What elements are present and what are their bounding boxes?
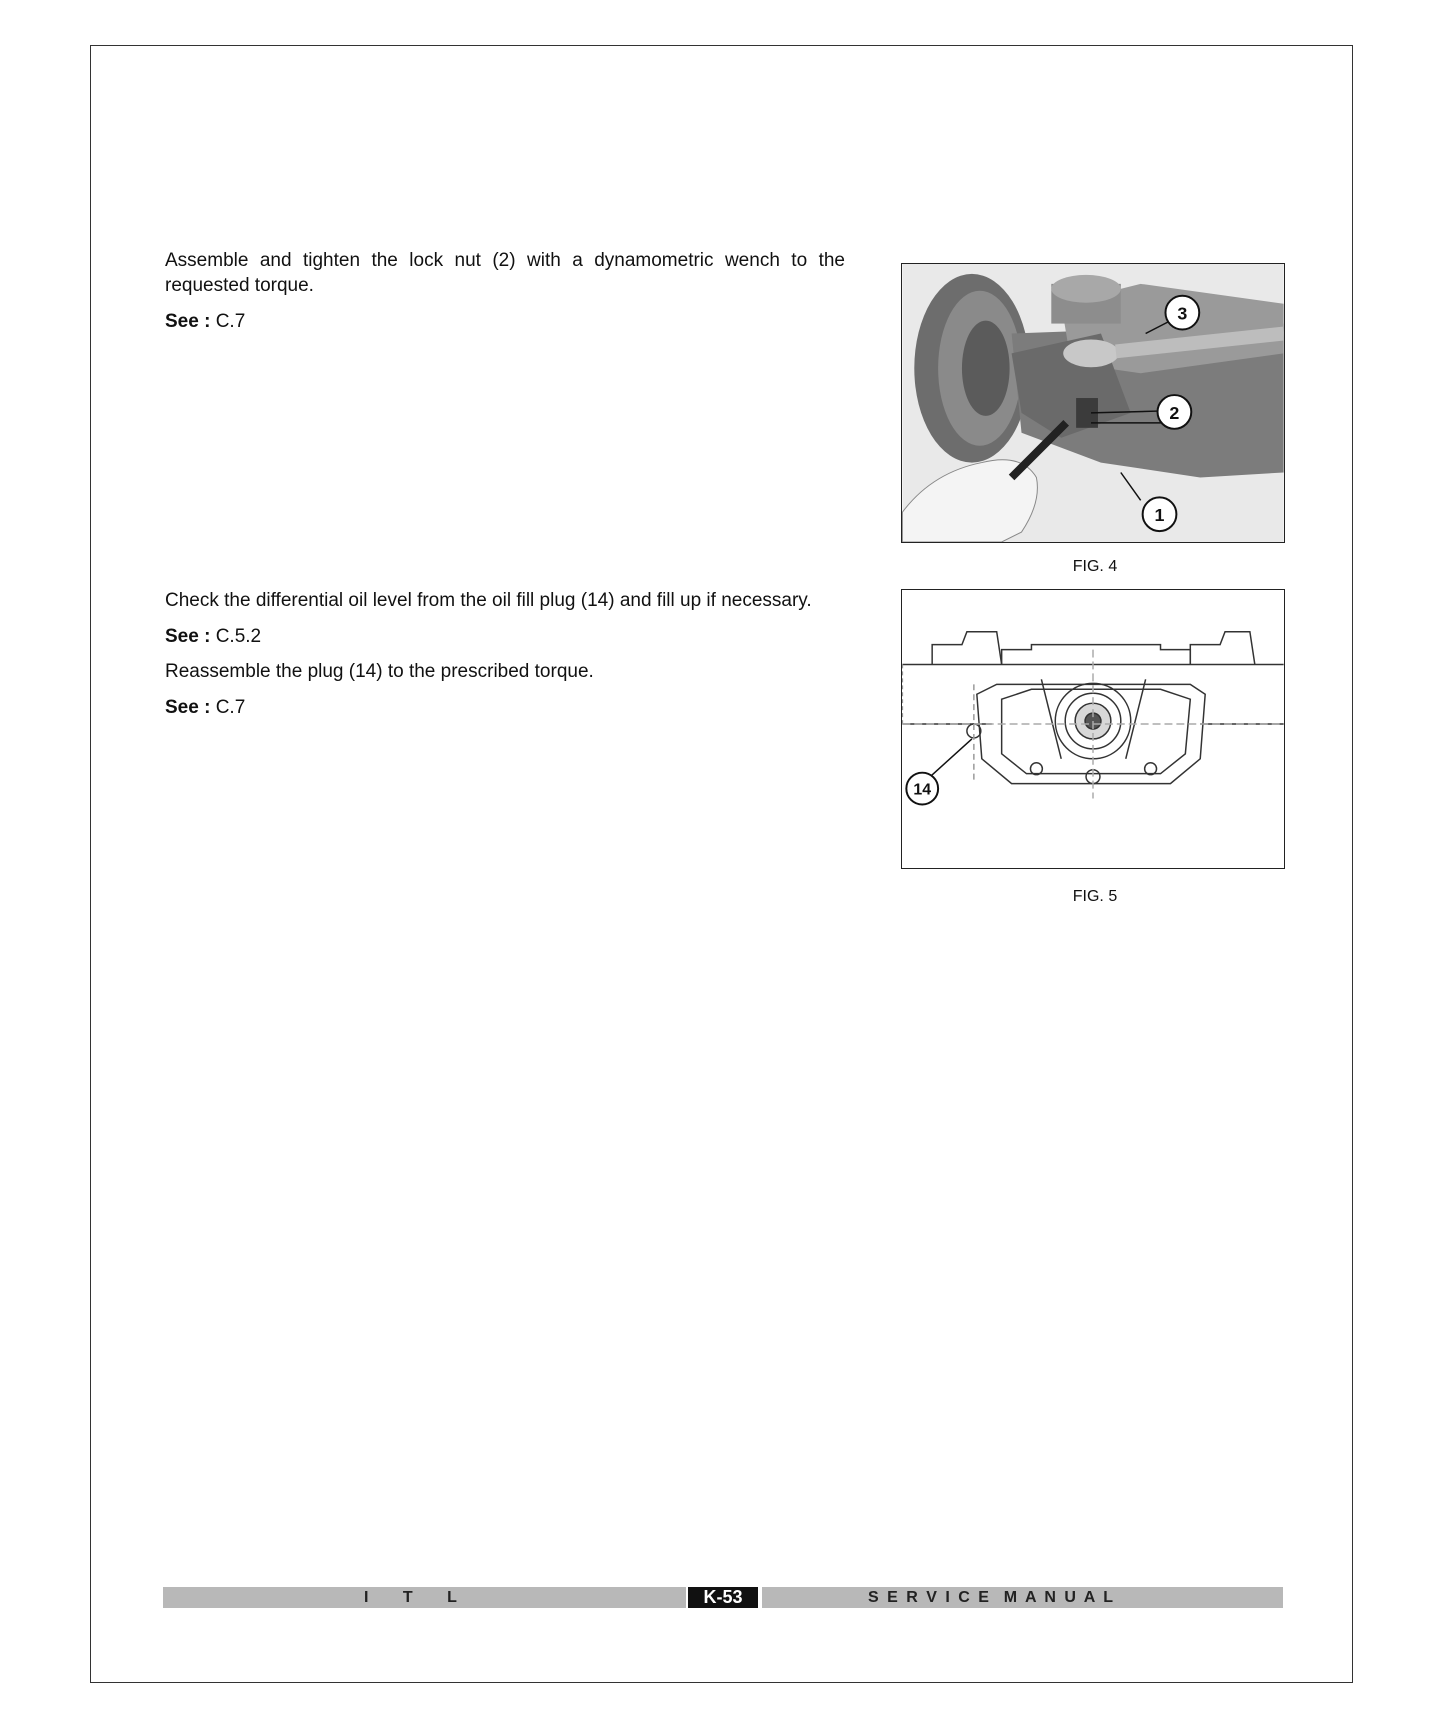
see-reference: C.7 [215, 311, 246, 332]
step1-see [165, 309, 245, 334]
step2-see [165, 624, 261, 649]
step3-see [165, 695, 245, 720]
see-label: See : [165, 626, 211, 647]
callout-14: 14 [913, 781, 932, 799]
footer-title: S E R V I C E M A N U A L [868, 1589, 1115, 1606]
callout-2: 2 [1169, 402, 1180, 423]
figure-4-image [901, 263, 1285, 543]
see-reference: C.5.2 [215, 626, 262, 647]
callout-3: 3 [1177, 303, 1188, 324]
see-label: See : [165, 697, 211, 718]
figure-5-caption: FIG. 5 [1072, 888, 1118, 905]
step1-text: Assemble and tighten the lock nut (2) with a dynamometric wench to the requested torque. [165, 250, 845, 296]
figure-4-caption: FIG. 4 [1072, 558, 1118, 575]
step2-text: Check the differential oil level from the oil fill plug (14) and fill up if necessary. [165, 590, 812, 611]
see-reference: C.7 [215, 697, 246, 718]
footer-company: I T L [364, 1589, 457, 1606]
figure-5-image [901, 589, 1285, 869]
see-label: See : [165, 311, 211, 332]
step3-text: Reassemble the plug (14) to the prescribed torque. [165, 661, 594, 682]
callout-1: 1 [1154, 505, 1165, 526]
page-number: K-53 [688, 1587, 758, 1608]
